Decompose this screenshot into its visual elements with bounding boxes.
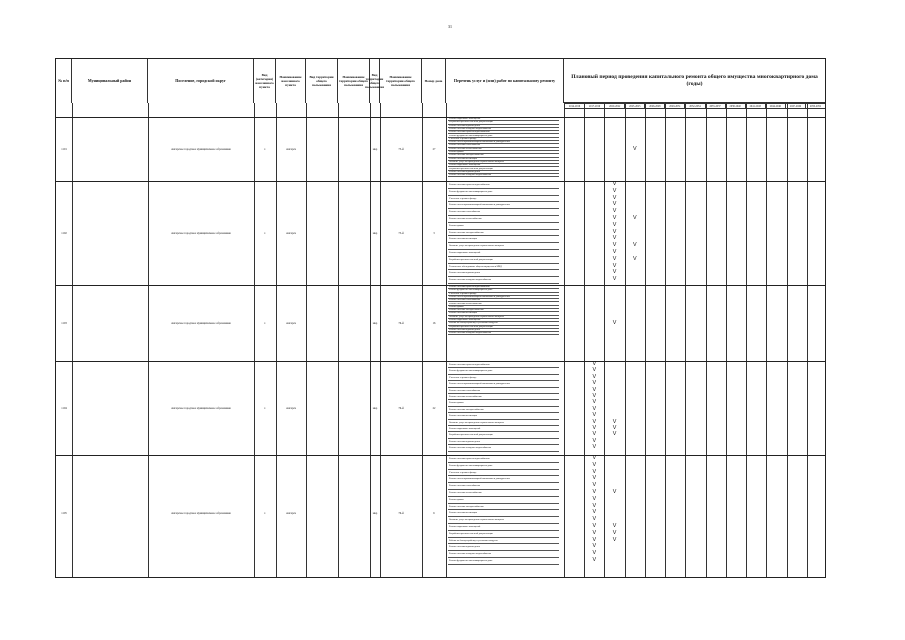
work-item: Ремонт подвальных помещений <box>448 524 559 531</box>
plan-check-mark: V <box>612 235 617 242</box>
cell-house: 6 <box>433 511 435 515</box>
year-header: 2020-2022 <box>604 104 624 108</box>
year-header: 2032-2034 <box>684 104 704 108</box>
plan-check-mark: V <box>592 386 597 393</box>
work-item: Ремонт систем противопожарной автоматики и дымоудаления <box>448 202 559 209</box>
row-divider <box>56 181 825 182</box>
work-item: Ремонт системы водоотведения <box>448 329 559 332</box>
cell-house: 22 <box>432 406 436 410</box>
plan-check-mark: V <box>592 509 597 516</box>
cell-street-name: 75-й <box>398 147 404 151</box>
work-item: Ремонт системы вентиляции <box>448 158 559 161</box>
work-item: Ремонт системы горячего водоснабжения <box>448 182 559 189</box>
work-item: Ремонт системы вентиляции <box>448 236 559 243</box>
work-item: Ремонт системы горячего водоснабжения <box>448 131 559 134</box>
cell-street-name: 76-й <box>398 511 404 515</box>
column-divider <box>446 103 447 577</box>
work-item: Оказание услуг по проведению строительного контроля <box>448 161 559 164</box>
work-item: Ремонт фундамента многоквартирного дома <box>448 289 559 292</box>
plan-check-mark: V <box>592 557 597 563</box>
cell-settlement: Ангарское городское муниципальное образование <box>171 147 231 151</box>
work-item: Ремонт системы вентиляции <box>448 413 559 419</box>
cell-street-type: мкр <box>372 321 378 325</box>
cell-settlement: Ангарское городское муниципальное образование <box>171 321 231 325</box>
year-column-divider <box>807 103 808 577</box>
plan-check-mark: V <box>592 468 597 475</box>
cell-street-type: мкр <box>372 231 378 235</box>
year-column-divider <box>604 103 605 577</box>
year-header: 2014-2016 <box>564 104 584 108</box>
work-item: Ремонт подвальных помещений <box>448 250 559 257</box>
cell-street-name: 75-й <box>398 231 404 235</box>
work-item: Ремонт системы горячего водоснабжения <box>448 362 559 368</box>
column-divider <box>72 103 73 577</box>
year-column-divider <box>584 103 585 577</box>
work-item: Ремонт системы теплоснабжения <box>448 490 559 497</box>
cell-street-type: мкр <box>372 147 378 151</box>
plan-check-mark: V <box>592 412 597 419</box>
work-item: Ремонт крыши <box>448 151 559 154</box>
header-territory-type: Вид территории общего пользования <box>306 59 338 103</box>
work-item: Ремонт систем противопожарной автоматики и дымоудаления <box>448 381 559 387</box>
plan-check-mark: V <box>612 319 617 326</box>
plan-check-mark: V <box>612 194 617 201</box>
work-item: Ремонт системы электроснабжения <box>448 309 559 312</box>
work-item: Ремонт системы газоснабжения <box>448 388 559 394</box>
header-num: № п/п <box>56 59 72 103</box>
plan-check-mark: V <box>612 187 617 194</box>
work-item: Утепление и ремонт фасада <box>448 375 559 381</box>
work-item: Утепление и ремонт фасада <box>448 138 559 141</box>
work-item: Оказание услуг по проведению строительного контроля <box>448 316 559 319</box>
column-divider <box>422 103 423 577</box>
cell-locality: Ангарск <box>286 406 296 410</box>
column-divider <box>370 103 371 577</box>
work-item: Ремонт системы водоотведения <box>448 270 559 277</box>
year-column-divider <box>746 103 747 577</box>
work-item: Разработка проектно-сметной документации <box>448 121 559 124</box>
plan-check-mark: V <box>592 393 597 399</box>
header-locality: Наименование населенного пункта <box>276 59 306 103</box>
cell-street-type: мкр <box>372 511 378 515</box>
row-divider <box>56 455 825 456</box>
work-item: Ремонт системы горячего водоснабжения <box>448 286 559 289</box>
repair-schedule-table <box>55 58 826 578</box>
work-item: Разработка проектно-сметной документации <box>448 326 559 329</box>
work-item: Ремонт систем противопожарной автоматики и дымоудаления <box>448 141 559 144</box>
plan-check-mark: V <box>592 482 597 489</box>
plan-check-mark: V <box>592 425 597 431</box>
cell-settlement-type: г. <box>264 406 266 410</box>
work-item: Ремонт системы холодного водоснабжения <box>448 551 559 558</box>
cell-num: 1103 <box>61 321 67 325</box>
cell-street-name: 76-й <box>398 406 404 410</box>
work-item: Ремонт системы холодного водоснабжения <box>448 128 559 131</box>
plan-check-mark: V <box>592 536 597 543</box>
work-item: Ремонт системы водоотведения <box>448 171 559 174</box>
work-item: Ремонт системы горячего водоснабжения <box>448 456 559 463</box>
year-header: 2023-2025 <box>624 104 644 108</box>
header-works: Перечень услуг и (или) работ по капитальному ремонту <box>446 59 564 103</box>
year-header: 2050-2052 <box>805 104 825 108</box>
year-column-divider <box>706 103 707 577</box>
cell-settlement: Ангарское городское муниципальное образование <box>171 406 231 410</box>
work-item: Ремонт системы вентиляции <box>448 312 559 315</box>
plan-check-mark: V <box>592 550 597 557</box>
work-item: Ремонт системы газоснабжения <box>448 299 559 302</box>
cell-house: 3 <box>433 231 435 235</box>
work-item: Работы по благоустройству и установке пандусов <box>448 538 559 545</box>
plan-check-mark: V <box>612 201 617 208</box>
header-settlement: Поселение, городской округ <box>148 59 254 103</box>
work-item: Утепление и ремонт фасада <box>448 196 559 203</box>
work-item: Ремонт крыши <box>448 400 559 406</box>
year-column-divider <box>665 103 666 577</box>
header-plan-period: Плановый период проведения капитального ремонта общего имущества многоквартирного дома (годы) <box>564 59 825 103</box>
year-header: 2017-2019 <box>584 104 604 108</box>
plan-check-mark: V <box>592 475 597 482</box>
plan-check-mark: V <box>612 255 617 262</box>
work-item: Ремонт системы теплоснабжения <box>448 148 559 151</box>
year-header: 2044-2046 <box>765 104 785 108</box>
header-street-name: Наименование территории общего пользования <box>380 59 422 103</box>
row-divider <box>56 361 825 362</box>
year-header: 2035-2037 <box>705 104 725 108</box>
plan-check-mark: V <box>612 249 617 255</box>
year-header: 2038-2040 <box>725 104 745 108</box>
cell-street-type: мкр <box>372 406 378 410</box>
plan-check-mark: V <box>592 516 597 523</box>
column-divider <box>338 103 339 577</box>
plan-check-mark: V <box>612 529 617 536</box>
cell-settlement-type: г. <box>264 231 266 235</box>
plan-check-mark: V <box>612 242 617 249</box>
plan-check-mark: V <box>592 380 597 387</box>
plan-check-mark: V <box>592 437 597 444</box>
cell-settlement: Ангарское городское муниципальное образование <box>171 231 231 235</box>
work-item: Ремонт системы теплоснабжения <box>448 216 559 223</box>
work-item: Техническое обследование общего имущества в МКД <box>448 264 559 271</box>
work-item: Ремонт системы холодного водоснабжения <box>448 445 559 451</box>
plan-check-mark: V <box>592 455 597 461</box>
work-item: Ремонт системы теплоснабжения <box>448 303 559 306</box>
year-column-divider <box>645 103 646 577</box>
work-item: Ремонт системы водоотведения <box>448 125 559 128</box>
plan-check-mark: V <box>612 431 617 438</box>
cell-house: 16 <box>432 321 436 325</box>
work-item: Ремонт крыши <box>448 306 559 309</box>
work-item: Утепление и ремонт фасада <box>448 470 559 477</box>
plan-check-mark: V <box>612 181 617 187</box>
plan-check-mark: V <box>612 269 617 276</box>
column-divider <box>380 103 381 577</box>
cell-settlement: Ангарское городское муниципальное образование <box>171 511 231 515</box>
plan-check-mark: V <box>612 208 617 215</box>
plan-check-mark: V <box>592 444 597 451</box>
work-item: Ремонт системы газоснабжения <box>448 209 559 216</box>
work-item: Ремонт фундамента многоквартирного дома <box>448 463 559 470</box>
work-item: Ремонт системы холодного водоснабжения <box>448 174 559 177</box>
work-item: Ремонт системы вентиляции <box>448 510 559 517</box>
work-item: Ремонт фундамента многоквартирного дома <box>448 135 559 138</box>
work-item: Ремонт подвальных помещений <box>448 164 559 167</box>
year-header: 2047-2049 <box>785 104 805 108</box>
year-column-divider <box>685 103 686 577</box>
row-divider <box>56 285 825 286</box>
cell-settlement-type: г. <box>264 511 266 515</box>
work-item: Ремонт системы водоотведения <box>448 439 559 445</box>
plan-check-mark: V <box>612 489 617 495</box>
plan-check-mark: V <box>592 405 597 412</box>
plan-check-mark: V <box>592 418 597 425</box>
plan-check-mark: V <box>612 536 617 543</box>
work-item: Ремонт систем противопожарной автоматики и дымоудаления <box>448 476 559 483</box>
year-column-divider <box>787 103 788 577</box>
work-item: Ремонт подвальных помещений <box>448 426 559 432</box>
work-item: Ремонт систем противопожарной автоматики и дымоудаления <box>448 296 559 299</box>
year-column-divider <box>726 103 727 577</box>
cell-settlement-type: г. <box>264 147 266 151</box>
year-column-divider <box>766 103 767 577</box>
work-item: Разработка проектно-сметной документации <box>448 531 559 538</box>
plan-check-mark: V <box>592 529 597 536</box>
plan-check-mark: V <box>632 215 637 221</box>
cell-num: 1105 <box>61 511 67 515</box>
cell-num: 1101 <box>61 147 67 151</box>
plan-check-mark: V <box>612 221 617 228</box>
column-divider <box>306 103 307 577</box>
work-item: Ремонт крыши <box>448 223 559 230</box>
year-header: 2041-2043 <box>745 104 765 108</box>
column-divider <box>148 103 149 577</box>
header-district: Муниципальный район <box>72 59 148 103</box>
work-item: Ремонт крыши <box>448 497 559 504</box>
work-item: Оказание услуг по проведению строительного контроля <box>448 517 559 524</box>
work-item: Ремонт фундамента многоквартирного дома <box>448 558 559 565</box>
plan-check-mark: V <box>612 418 617 425</box>
work-item: Ремонт системы холодного водоснабжения <box>448 277 559 284</box>
work-item: Ремонт системы газоснабжения <box>448 483 559 490</box>
header-house-no: Номер дома <box>422 59 446 103</box>
year-header: 2026-2028 <box>644 104 664 108</box>
cell-locality: Ангарск <box>286 511 296 515</box>
column-divider <box>564 103 565 577</box>
work-item: Ремонт системы электроснабжения <box>448 230 559 237</box>
work-item: Ремонт фундамента многоквартирного дома <box>448 368 559 374</box>
plan-check-mark: V <box>612 425 617 431</box>
cell-num: 1104 <box>61 406 67 410</box>
plan-check-mark: V <box>592 523 597 529</box>
work-item: Ремонт системы газоснабжения <box>448 144 559 147</box>
plan-check-mark: V <box>612 262 617 269</box>
work-item: Ремонт системы водоотведения <box>448 544 559 551</box>
cell-num: 1102 <box>61 231 67 235</box>
plan-check-mark: V <box>592 495 597 502</box>
cell-house: 27 <box>432 147 436 151</box>
year-header: 2029-2031 <box>664 104 684 108</box>
work-item: Разработка проектно-сметной документации <box>448 432 559 438</box>
work-item: Оказание услуг по проведению строительного контроля <box>448 243 559 250</box>
column-divider <box>276 103 277 577</box>
cell-locality: Ангарск <box>286 321 296 325</box>
work-item: Оказание услуг по проведению строительного контроля <box>448 420 559 426</box>
plan-check-mark: V <box>632 145 637 152</box>
plan-check-mark: V <box>612 228 617 235</box>
plan-check-mark: V <box>612 276 617 283</box>
header-territory-name: Наименование территории общего пользования <box>338 59 370 103</box>
work-item: Работы по благоустройству и установке пандусов <box>448 322 559 325</box>
page-number: 31 <box>448 24 452 29</box>
header-settlement-type: Вид (категория) населенного пункта <box>254 59 276 103</box>
plan-check-mark: V <box>592 502 597 509</box>
work-item: Ремонт подвальных помещений <box>448 319 559 322</box>
cell-locality: Ангарск <box>286 147 296 151</box>
work-item: Разработка проектно-сметной документации <box>448 257 559 264</box>
plan-check-mark: V <box>592 399 597 406</box>
work-item: Ремонт системы холодного водоснабжения <box>448 332 559 335</box>
work-item: Ремонт системы электроснабжения <box>448 504 559 511</box>
cell-settlement-type: г. <box>264 321 266 325</box>
work-item: Ремонт системы электроснабжения <box>448 154 559 157</box>
plan-check-mark: V <box>592 489 597 495</box>
plan-check-mark: V <box>592 431 597 438</box>
plan-check-mark: V <box>592 367 597 374</box>
plan-check-mark: V <box>612 523 617 529</box>
column-divider <box>254 103 255 577</box>
cell-street-name: 76-й <box>398 321 404 325</box>
row-divider <box>56 117 825 118</box>
work-item: Разработка проектно-сметной документации <box>448 168 559 171</box>
plan-check-mark: V <box>632 242 637 249</box>
work-item: Утепление и ремонт фасада <box>448 293 559 296</box>
work-item: Ремонт подвальных помещений <box>448 118 559 121</box>
work-item: Ремонт фундамента многоквартирного дома <box>448 189 559 196</box>
plan-check-mark: V <box>592 461 597 468</box>
plan-check-mark: V <box>592 373 597 380</box>
plan-check-mark: V <box>612 215 617 221</box>
plan-check-mark: V <box>592 543 597 550</box>
work-item: Ремонт системы теплоснабжения <box>448 394 559 400</box>
year-column-divider <box>625 103 626 577</box>
header-street-type: Вид территории общего пользования <box>370 59 380 103</box>
plan-check-mark: V <box>592 361 597 367</box>
plan-check-mark: V <box>632 255 637 262</box>
work-item: Ремонт системы электроснабжения <box>448 407 559 413</box>
cell-locality: Ангарск <box>286 231 296 235</box>
